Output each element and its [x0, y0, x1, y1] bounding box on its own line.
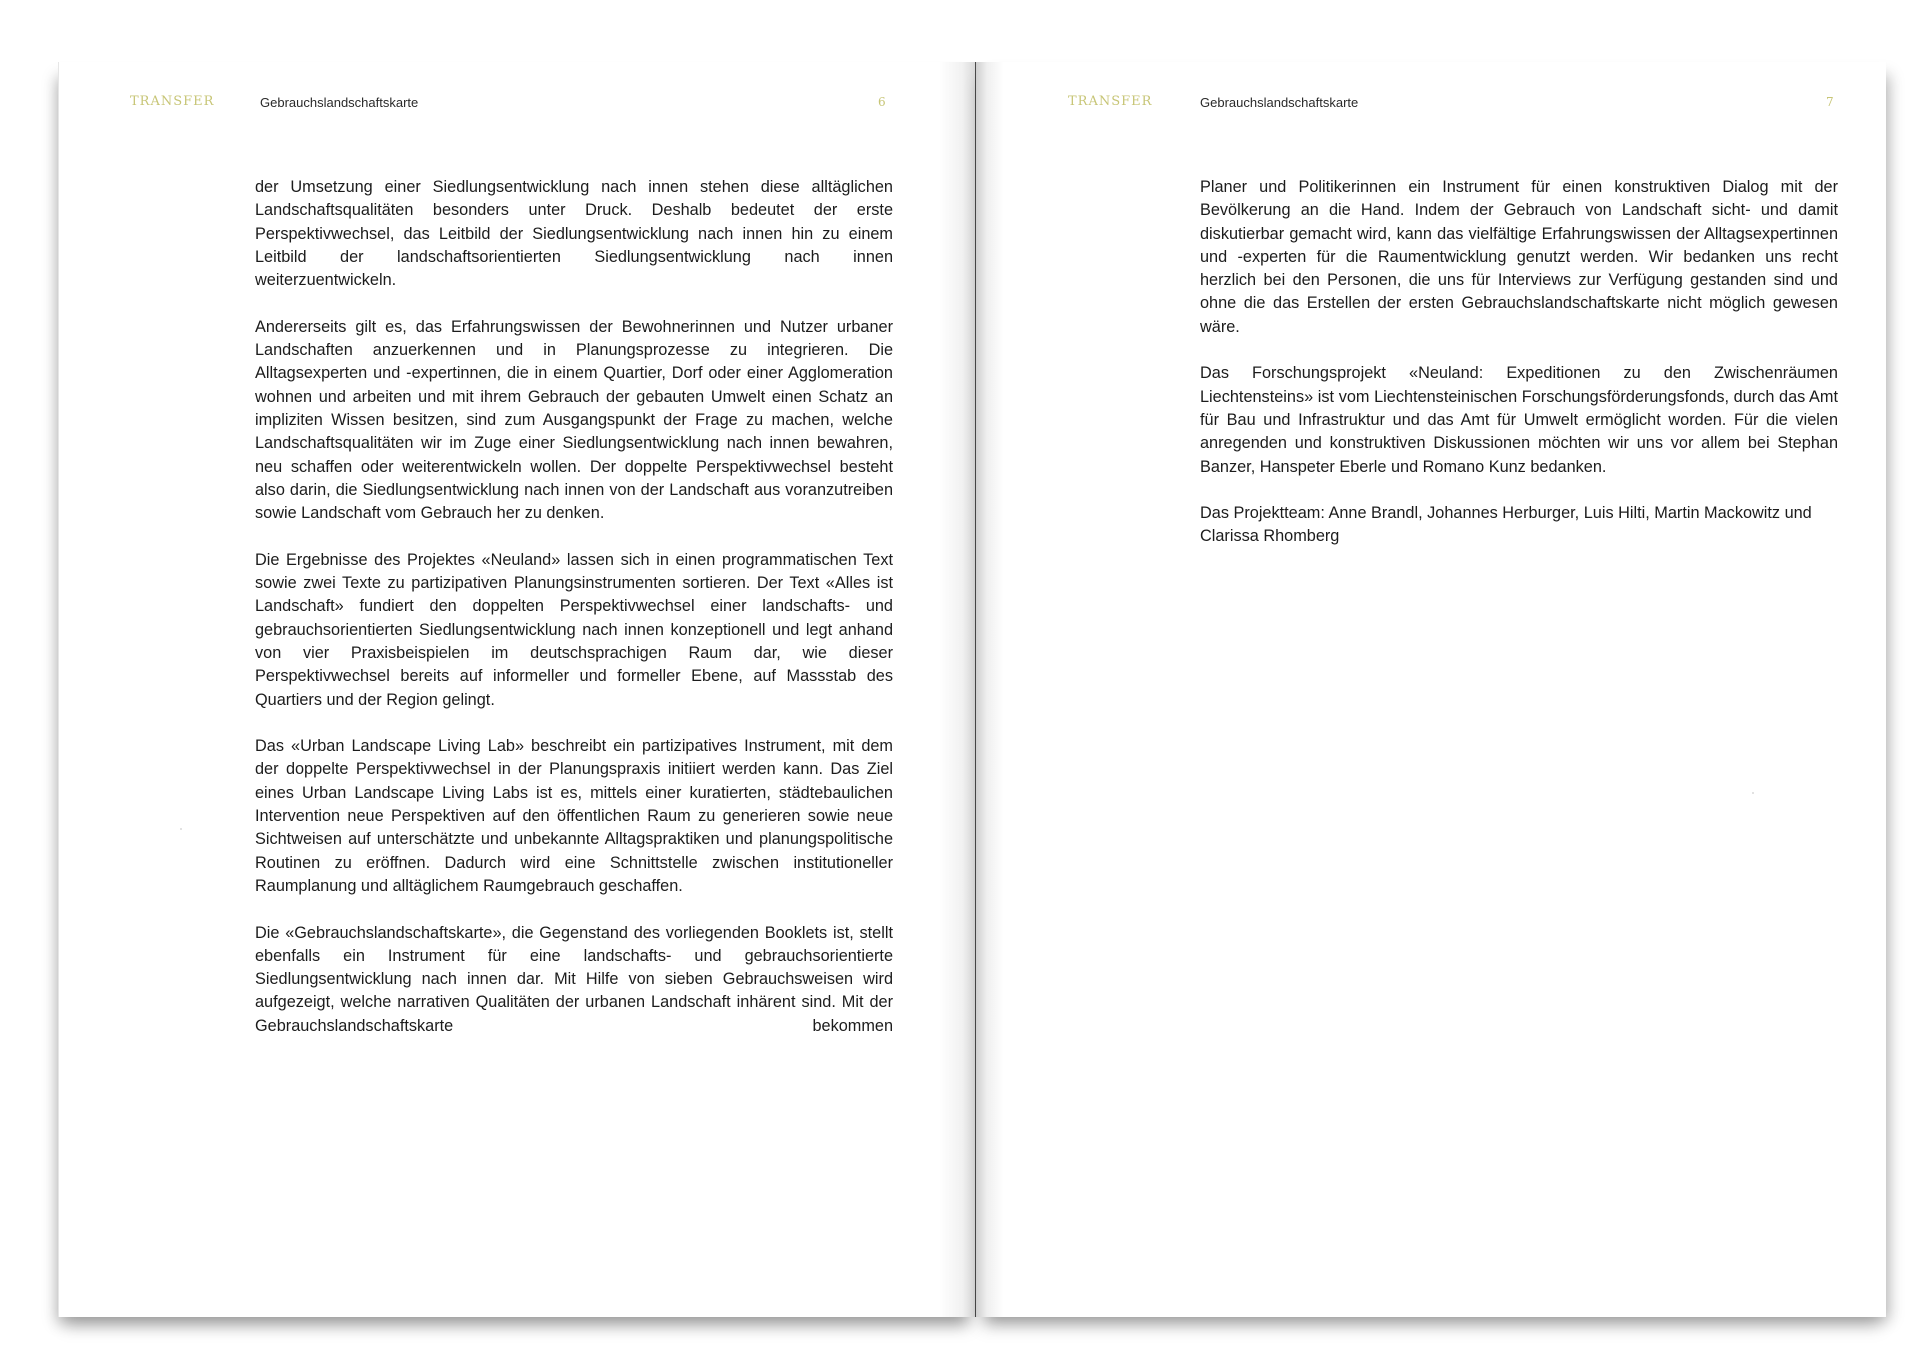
paragraph: Die «Gebrauchslandschaftskarte», die Gegenstand des vorliegenden Booklets ist, stellt ebenfalls ein Instrument für eine landschafts- und gebrauchsorientierte Siedlungsentwicklung nach innen dar. Mit Hilfe von sieben Gebrauchsweisen wird aufgezeigt, welche narrativen Qualitäten der urbanen Landschaft inhärent sind. Mit der Gebrauchslandschaftskarte bekommen — [255, 923, 893, 1035]
paper-speck — [1752, 792, 1754, 794]
paragraph: Planer und Politikerinnen ein Instrument für einen konstruktiven Dialog mit der Bevölkerung an die Hand. Indem der Gebrauch von Landschaft sicht- und damit diskutierbar gemacht wird, kann das vielfältige Erfahrungswissen der Alltagsexpertinnen und -experten für die Raumentwicklung genutzt werden. Wir bedanken uns recht herzlich bei den Personen, die uns für Interviews zur Verfügung gestanden sind und ohne die das Erstellen der ersten Gebrauchslandschaftskarte nicht möglich gewesen wäre. — [1200, 178, 1838, 336]
left-page-edge — [58, 62, 59, 1317]
page-number: 7 — [1826, 95, 1834, 109]
paragraph: der Umsetzung einer Siedlungsentwicklung nach innen stehen diese alltäglichen Landschaftsqualitäten besonders unter Druck. Deshalb bedeutet der erste Perspektivwechsel, das Leitbild der Siedlungsentwicklung nach innen hin zu einem Leitbild der landschaftsorientierten Siedlungsentwicklung nach innen weiterzuentwickeln. — [255, 178, 893, 290]
right-page — [976, 62, 1886, 1317]
paragraph: Das Projektteam: Anne Brandl, Johannes Herburger, Luis Hilti, Martin Mackowitz und Clarissa Rhomberg — [1200, 504, 1812, 546]
paragraph: Die Ergebnisse des Projektes «Neuland» lassen sich in einen programmatischen Text sowie zwei Texte zu partizipativen Planungsinstrumenten sortieren. Der Text «Alles ist Landschaft» fundiert den doppelten Perspektivwechsel einer landschafts- und gebrauchsorientierten Siedlungsentwicklung nach innen konzeptionell und legt anhand von vier Praxisbeispielen im deutschsprachigen Raum dar, wie dieser Perspektivwechsel bereits auf informeller und formeller Ebene, auf Massstab des Quartiers und der Region gelingt. — [255, 550, 893, 709]
brand-label: TRANSFER — [130, 94, 215, 109]
left-page — [58, 62, 976, 1317]
right-page-header — [976, 94, 1886, 114]
paragraph: Das «Urban Landscape Living Lab» beschreibt ein partizipatives Instrument, mit dem der doppelte Perspektivwechsel in der Planungspraxis initiiert werden kann. Das Ziel eines Urban Landscape Living Labs ist es, mittels einer kuratierten, städtebaulichen Intervention neue Perspektiven auf den öffentlichen Raum zu generieren sowie neue Sichtweisen auf unterschätzte und unbekannte Alltagspraktiken und planungspolitische Routinen zu eröffnen. Dadurch wird eine Schnittstelle zwischen institutioneller Raumplanung und alltäglichem Raumgebrauch geschaffen. — [255, 737, 893, 895]
page-number: 6 — [878, 95, 886, 109]
running-title: Gebrauchslandschaftskarte — [260, 95, 419, 110]
left-page-header — [58, 94, 976, 114]
running-title: Gebrauchslandschaftskarte — [1200, 95, 1359, 110]
brand-label: TRANSFER — [1068, 94, 1153, 109]
right-body-text — [1200, 176, 1838, 572]
left-body-text — [255, 176, 893, 1061]
paragraph: Das Forschungsprojekt «Neuland: Expeditionen zu den Zwischenräumen Liechtensteins» ist vom Liechtensteinischen Forschungsförderungsfonds, durch das Amt für Bau und Infrastruktur und das Amt für Umwelt ermöglicht worden. Für die vielen anregenden und konstruktiven Diskussionen möchten wir uns vor allem bei Stephan Banzer, Hanspeter Eberle und Romano Kunz bedanken. — [1200, 364, 1838, 476]
paper-speck — [180, 828, 182, 830]
paragraph: Andererseits gilt es, das Erfahrungswissen der Bewohnerinnen und Nutzer urbaner Landschaften anzuerkennen und in Planungsprozesse zu integrieren. Die Alltagsexperten und -expertinnen, die in einem Quartier, Dorf oder einer Agglomeration wohnen und arbeiten und mit ihrem Gebrauch der gebauten Umwelt einen Schatz an impliziten Wissen besitzen, sind zum Ausgangspunkt der Frage zu machen, welche Landschaftsqualitäten wir im Zuge einer Siedlungsentwicklung nach innen bewahren, neu schaffen oder weiterentwickeln wollen. Der doppelte Perspektivwechsel besteht also darin, die Siedlungsentwicklung nach innen von der Landschaft aus voranzutreiben sowie Landschaft vom Gebrauch her zu denken. — [255, 317, 893, 523]
